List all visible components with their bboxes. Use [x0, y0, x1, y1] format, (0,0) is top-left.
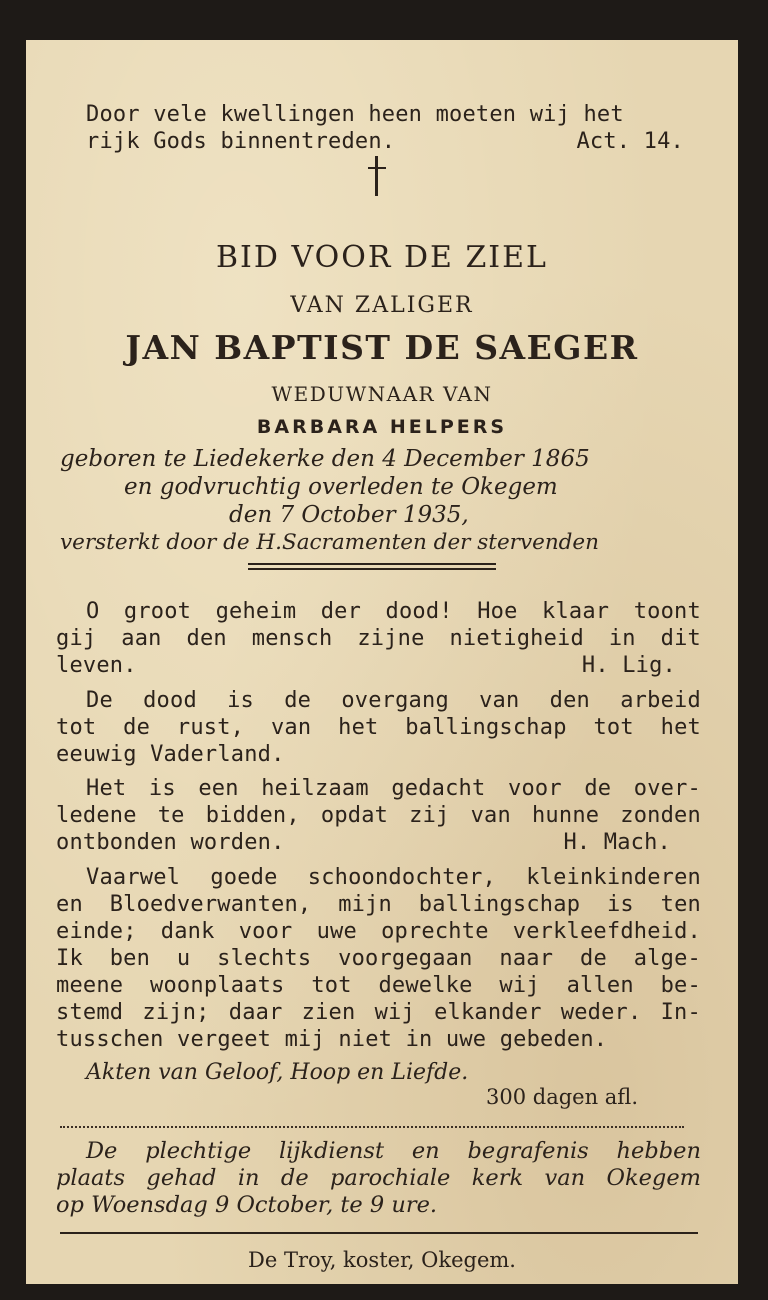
p4-line-7: tusschen vergeet mij niet in uwe gebeden. — [56, 1027, 608, 1052]
p4-line-3: einde; dank voor uwe oprechte verkleefdheid. — [56, 919, 701, 944]
dotted-rule — [60, 1126, 684, 1128]
cross-icon — [366, 156, 388, 196]
funeral-line-3: op Woensdag 9 October, te 9 ure. — [56, 1192, 438, 1218]
indulgence-days: 300 dagen afl. — [486, 1085, 638, 1109]
funeral-line-1: De plechtige lijkdienst en begrafenis hebben — [86, 1138, 701, 1164]
memorial-card — [26, 40, 738, 1284]
p4-line-1: Vaarwel goede schoondochter, kleinkinderen — [86, 865, 701, 890]
footer-rule — [60, 1232, 698, 1234]
double-rule-top — [248, 563, 496, 565]
p4-line-6: stemd zijn; daar zien wij elkander weder. In- — [56, 1000, 701, 1025]
deceased-name: JAN BAPTIST DE SAEGER — [125, 328, 639, 367]
p3-line-1: Het is een heilzaam gedacht voor de over- — [86, 776, 701, 801]
p1-line-3: leven. H. Lig. — [56, 653, 676, 678]
bio-death: en godvruchtig overleden te Okegem — [124, 474, 558, 500]
p1-line-2: gij aan den mensch zijne nietigheid in dit — [56, 626, 701, 651]
epigraph-line-1: Door vele kwellingen heen moeten wij het — [86, 102, 624, 127]
card-content — [26, 40, 738, 1284]
printer-credit: De Troy, koster, Okegem. — [248, 1248, 516, 1272]
p2-line-1: De dood is de overgang van den arbeid — [86, 688, 701, 713]
p2-line-2: tot de rust, van het ballingschap tot het — [56, 715, 701, 740]
indulgence-acts: Akten van Geloof, Hoop en Liefde. — [86, 1060, 469, 1085]
double-rule-bottom — [248, 568, 496, 570]
p3-line-3: ontbonden worden. H. Mach. — [56, 830, 671, 855]
p2-line-3: eeuwig Vaderland. — [56, 742, 285, 767]
p1-line-1: O groot geheim der dood! Hoe klaar toont — [86, 599, 701, 624]
bio-birth: geboren te Liedekerke den 4 December 1865 — [60, 446, 590, 472]
bio-sacraments: versterkt door de H.Sacramenten der stervenden — [60, 530, 600, 555]
p4-line-4: Ik ben u slechts voorgegaan naar de alge- — [56, 946, 701, 971]
widower-of-label: WEDUWNAAR VAN — [271, 382, 493, 406]
epigraph-text: rijk Gods binnentreden. — [86, 129, 396, 154]
p4-line-5: meene woonplaats tot dewelke wij allen be- — [56, 973, 701, 998]
bio-death-date: den 7 October 1935, — [229, 502, 469, 528]
of-late-heading: VAN ZALIGER — [290, 293, 474, 318]
epigraph-reference: Act. 14. — [576, 129, 684, 154]
p3-line-2: ledene te bidden, opdat zij van hunne zonden — [56, 803, 701, 828]
prayer-heading: BID VOOR DE ZIEL — [216, 240, 548, 275]
spouse-name: BARBARA HELPERS — [256, 416, 508, 438]
funeral-line-2: plaats gehad in de parochiale kerk van Okegem — [56, 1165, 701, 1191]
p4-line-2: en Bloedverwanten, mijn ballingschap is ten — [56, 892, 701, 917]
epigraph-line-2 — [86, 129, 684, 154]
